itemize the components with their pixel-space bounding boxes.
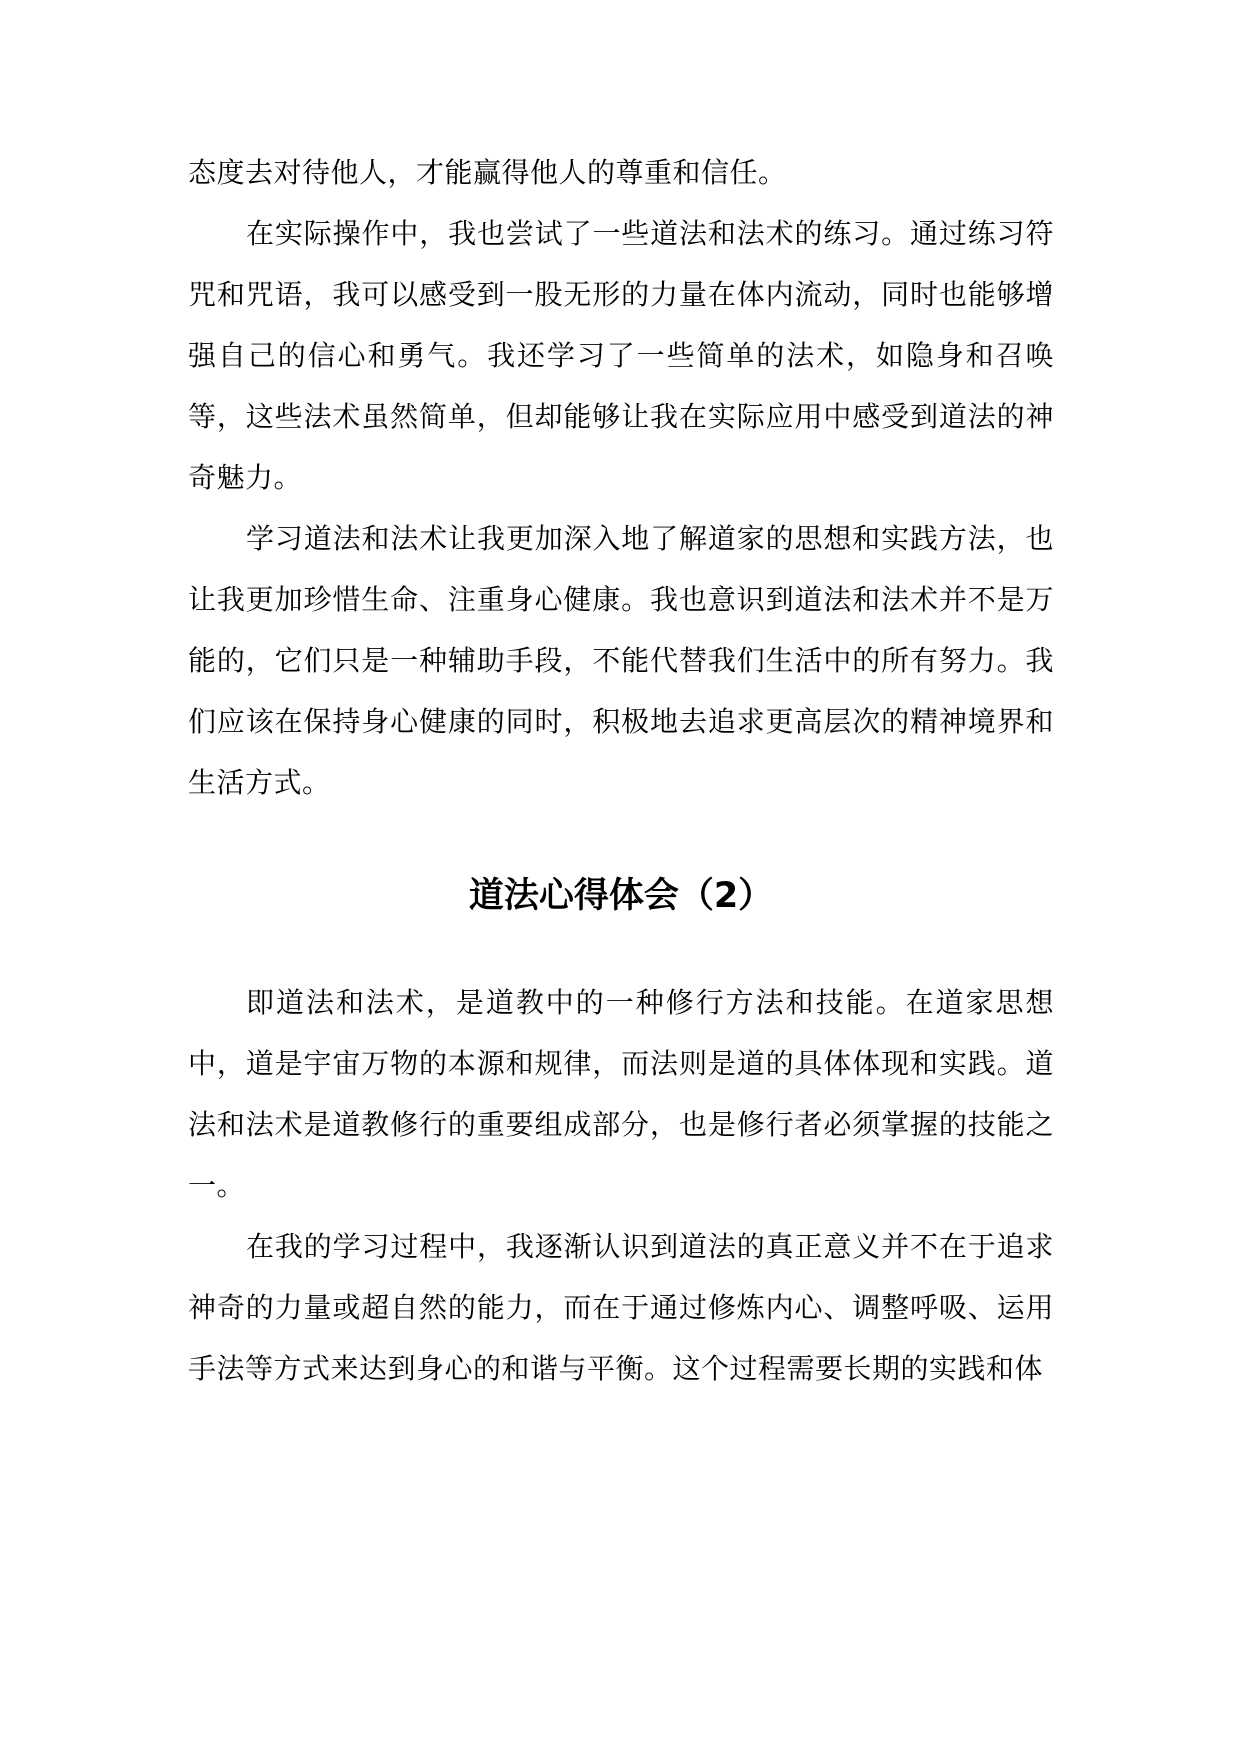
document-body — [188, 142, 1054, 1399]
paragraph-continuation: 态度去对待他人，才能赢得他人的尊重和信任。 — [188, 156, 787, 189]
paragraph-definition: 即道法和法术，是道教中的一种修行方法和技能。在道家思想中，道是宇宙万物的本源和规律，而法则是道的具体体现和实践。道法和法术是道教修行的重要组成部分，也是修行者必须掌握的技能之一。 — [188, 986, 1054, 1202]
paragraph-practice: 在实际操作中，我也尝试了一些道法和法术的练习。通过练习符咒和咒语，我可以感受到一股无形的力量在体内流动，同时也能够增强自己的信心和勇气。我还学习了一些简单的法术，如隐身和召唤等，这些法术虽然简单，但却能够让我在实际应用中感受到道法的神奇魅力。 — [188, 217, 1054, 494]
paragraph-reflection: 学习道法和法术让我更加深入地了解道家的思想和实践方法，也让我更加珍惜生命、注重身心健康。我也意识到道法和法术并不是万能的，它们只是一种辅助手段，不能代替我们生活中的所有努力。我们应该在保持身心健康的同时，积极地去追求更高层次的精神境界和生活方式。 — [188, 522, 1054, 799]
paragraph-learning: 在我的学习过程中，我逐渐认识到道法的真正意义并不在于追求神奇的力量或超自然的能力，而在于通过修炼内心、调整呼吸、运用手法等方式来达到身心的和谐与平衡。这个过程需要长期的实践和体 — [188, 1230, 1054, 1385]
section-title: 道法心得体会（2） — [468, 876, 774, 916]
